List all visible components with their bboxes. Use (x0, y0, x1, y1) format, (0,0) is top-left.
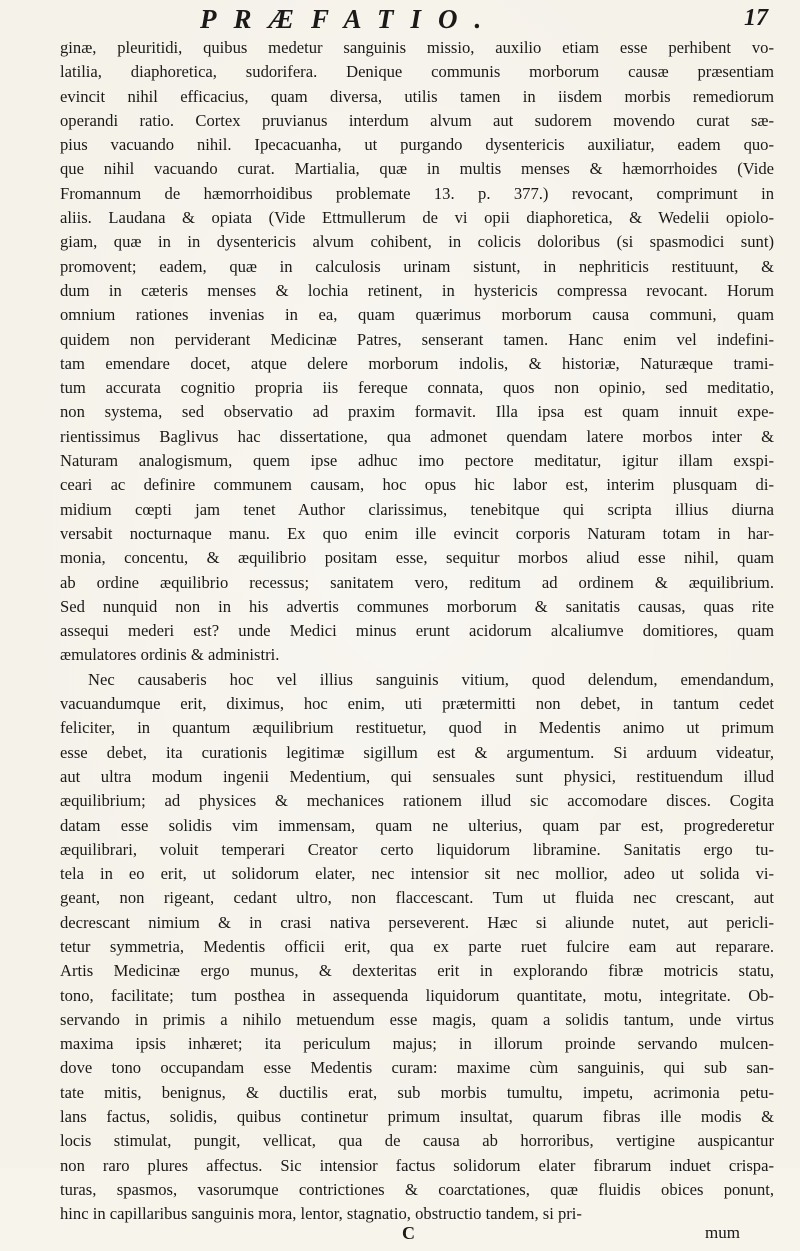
signature-mark: C (402, 1222, 415, 1243)
text-line: decrescant nimium & in crasi nativa perseverent. Hæc si aliunde nutet, aut pericli- (60, 912, 774, 932)
text-line: tetur symmetria, Medentis officii erit, qua ex parte ruet fulcire eam aut reparare. (60, 936, 774, 956)
text-line: versabit nocturnaque manu. Ex quo enim ille evincit corporis Naturam totam in har- (60, 523, 774, 543)
text-line: æquilibrium; ad physices & mechanices rationem illud sic accomodare disces. Cogita (60, 791, 774, 811)
text-line: midium cœpti jam tenet Author clarissimus, tenebitque qui scripta illius diurna (60, 499, 774, 519)
text-line: latilia, diaphoretica, sudorifera. Denique communis morborum causæ præsentiam (60, 62, 774, 82)
page-header (60, 6, 774, 34)
text-line: æmulatores ordinis & administri. (60, 645, 280, 665)
text-line: rientissimus Baglivus hac dissertatione, qua admonet quendam latere morbos inter & (60, 426, 774, 446)
page-number: 17 (744, 5, 768, 31)
text-line: omnium rationes invenias in ea, quam quærimus morborum causa communi, quam (60, 305, 774, 325)
text-line: Sed nunquid non in his advertis communes morborum & sanitatis causas, quas rite (60, 596, 774, 616)
text-line: lans factus, solidis, quibus continetur primum insultat, quarum fibras ille modis & (60, 1107, 774, 1127)
text-line: hinc in capillaribus sanguinis mora, lentor, stagnatio, obstructio tandem, si pri- (60, 1204, 582, 1224)
text-line: assequi mederi est? unde Medici minus erunt acidorum alcaliumve domitiores, quam (60, 621, 774, 641)
text-line: Nec causaberis hoc vel illius sanguinis vitium, quod delendum, emendandum, (88, 669, 774, 689)
running-title: PRÆFATIO. (200, 4, 499, 34)
text-line: pius vacuando nihil. Ipecacuanha, ut purgando dysentericis auxiliatur, eadem quo- (60, 135, 774, 155)
paragraphs (60, 36, 774, 1227)
text-line: que nihil vacuando curat. Martialia, quæ in multis menses & hæmorrhoides (Vide (60, 159, 774, 179)
text-line: ab ordine æquilibrio recessus; sanitatem vero, reditum ad ordinem & æquilibrium. (60, 572, 774, 592)
text-line: giam, quæ in in dysentericis alvum cohibent, in colicis doloribus (si spasmodici sunt) (60, 232, 774, 252)
text-line: dove tono occupandam esse Medentis curam: maxime cùm sanguinis, qui sub san- (60, 1058, 774, 1078)
text-line: feliciter, in quantum æquilibrium restituetur, quod in Medentis animo ut primum (60, 718, 774, 738)
page-footer (60, 1222, 774, 1251)
text-line: ceari ac definire communem causam, hoc opus hic labor est, interim plusquam di- (60, 475, 774, 495)
text-line: aliis. Laudana & opiata (Vide Ettmullerum de vi opii diaphoretica, & Wedelii opiolo- (60, 208, 774, 228)
text-line: tela in eo erit, ut solidorum elater, nec intensior sit nec mollior, adeo ut solida vi- (60, 864, 774, 884)
text-line: locis stimulat, pungit, vellicat, qua de causa ab horroribus, vertigine auspicantur (60, 1131, 774, 1151)
text-line: Naturam analogismum, quem ipse adhuc imo pectore meditatur, igitur illam exspi- (60, 451, 774, 471)
text-line: ginæ, pleuritidi, quibus medetur sanguinis missio, auxilio etiam esse perhibent vo- (60, 38, 774, 57)
text-line: aut ultra modum ingenii Medentium, qui sensuales sunt physici, restituendum illud (60, 766, 774, 786)
text-line: tate mitis, benignus, & ductilis erat, sub morbis tumultu, impetu, acrimonia petu- (60, 1082, 774, 1102)
text-line: evincit nihil efficacius, quam diversa, utilis tamen in iisdem morbis remediorum (60, 86, 774, 106)
text-line: monia, concentu, & æquilibrio positam esse, sequitur morbos aliud esse nihil, quam (60, 548, 774, 568)
text-line: dum in cæteris menses & lochia retinent, in hystericis compressa revocant. Horum (60, 280, 774, 300)
paragraph (60, 668, 774, 1227)
text-line: Artis Medicinæ ergo munus, & dexteritas erit in explorando fibræ motricis statu, (60, 961, 774, 981)
text-line: Fromannum de hæmorrhoidibus problemate 13. p. 377.) revocant, comprimunt in (60, 183, 774, 203)
text-line: tono, facilitate; tum posthea in assequenda liquidorum quantitate, motu, integritate. Ob- (60, 985, 774, 1005)
text-line: datam esse solidis vim immensam, quam ne ulterius, quam par est, progrederetur (60, 815, 774, 835)
text-line: tum accurata cognitio propria iis fereque connata, quos non opinio, sed meditatio, (60, 378, 774, 398)
paragraph (60, 36, 774, 668)
text-line: non systema, sed observatio ad praxim formavit. Illa ipsa est quam innuit expe- (60, 402, 774, 422)
catchword: mum (705, 1222, 740, 1242)
text-line: servando in primis a nihilo metuendum esse magis, quam a solidis tantum, unde virtus (60, 1009, 774, 1029)
text-line: esse debet, ita curationis legitimæ sigillum est & argumentum. Si arduum videatur, (60, 742, 774, 762)
text-line: geant, non rigeant, cedant ultro, non flaccescant. Tum ut fluida nec crescant, aut (60, 888, 774, 908)
body-text (60, 36, 774, 1227)
text-line: maxima ipsis inhæret; ita periculum majus; in illorum proinde servando mulcen- (60, 1034, 774, 1054)
text-line: non raro plures affectus. Sic intensior factus solidorum elater fibrarum induet crispa- (60, 1155, 774, 1175)
text-line: promovent; eadem, quæ in calculosis urinam sistunt, in nephriticis restituunt, & (60, 256, 774, 276)
text-line: æquilibrari, voluit temperari Creator certo liquidorum libramine. Sanitatis ergo tu- (60, 839, 774, 859)
text-line: quidem non perviderant Medicinæ Patres, senserant tamen. Hanc enim vel indefini- (60, 329, 774, 349)
text-line: operandi ratio. Cortex pruvianus interdum alvum aut sudorem movendo curat sæ- (60, 110, 774, 130)
text-line: tam emendare docet, atque delere morborum indolis, & historiæ, Naturæque trami- (60, 353, 774, 373)
text-line: turas, spasmos, vasorumque contrictiones & coarctationes, quæ fluidis obices ponunt, (60, 1179, 774, 1199)
text-line: vacuandumque erit, diximus, hoc enim, uti prætermitti non debet, in tantum cedet (60, 694, 774, 714)
